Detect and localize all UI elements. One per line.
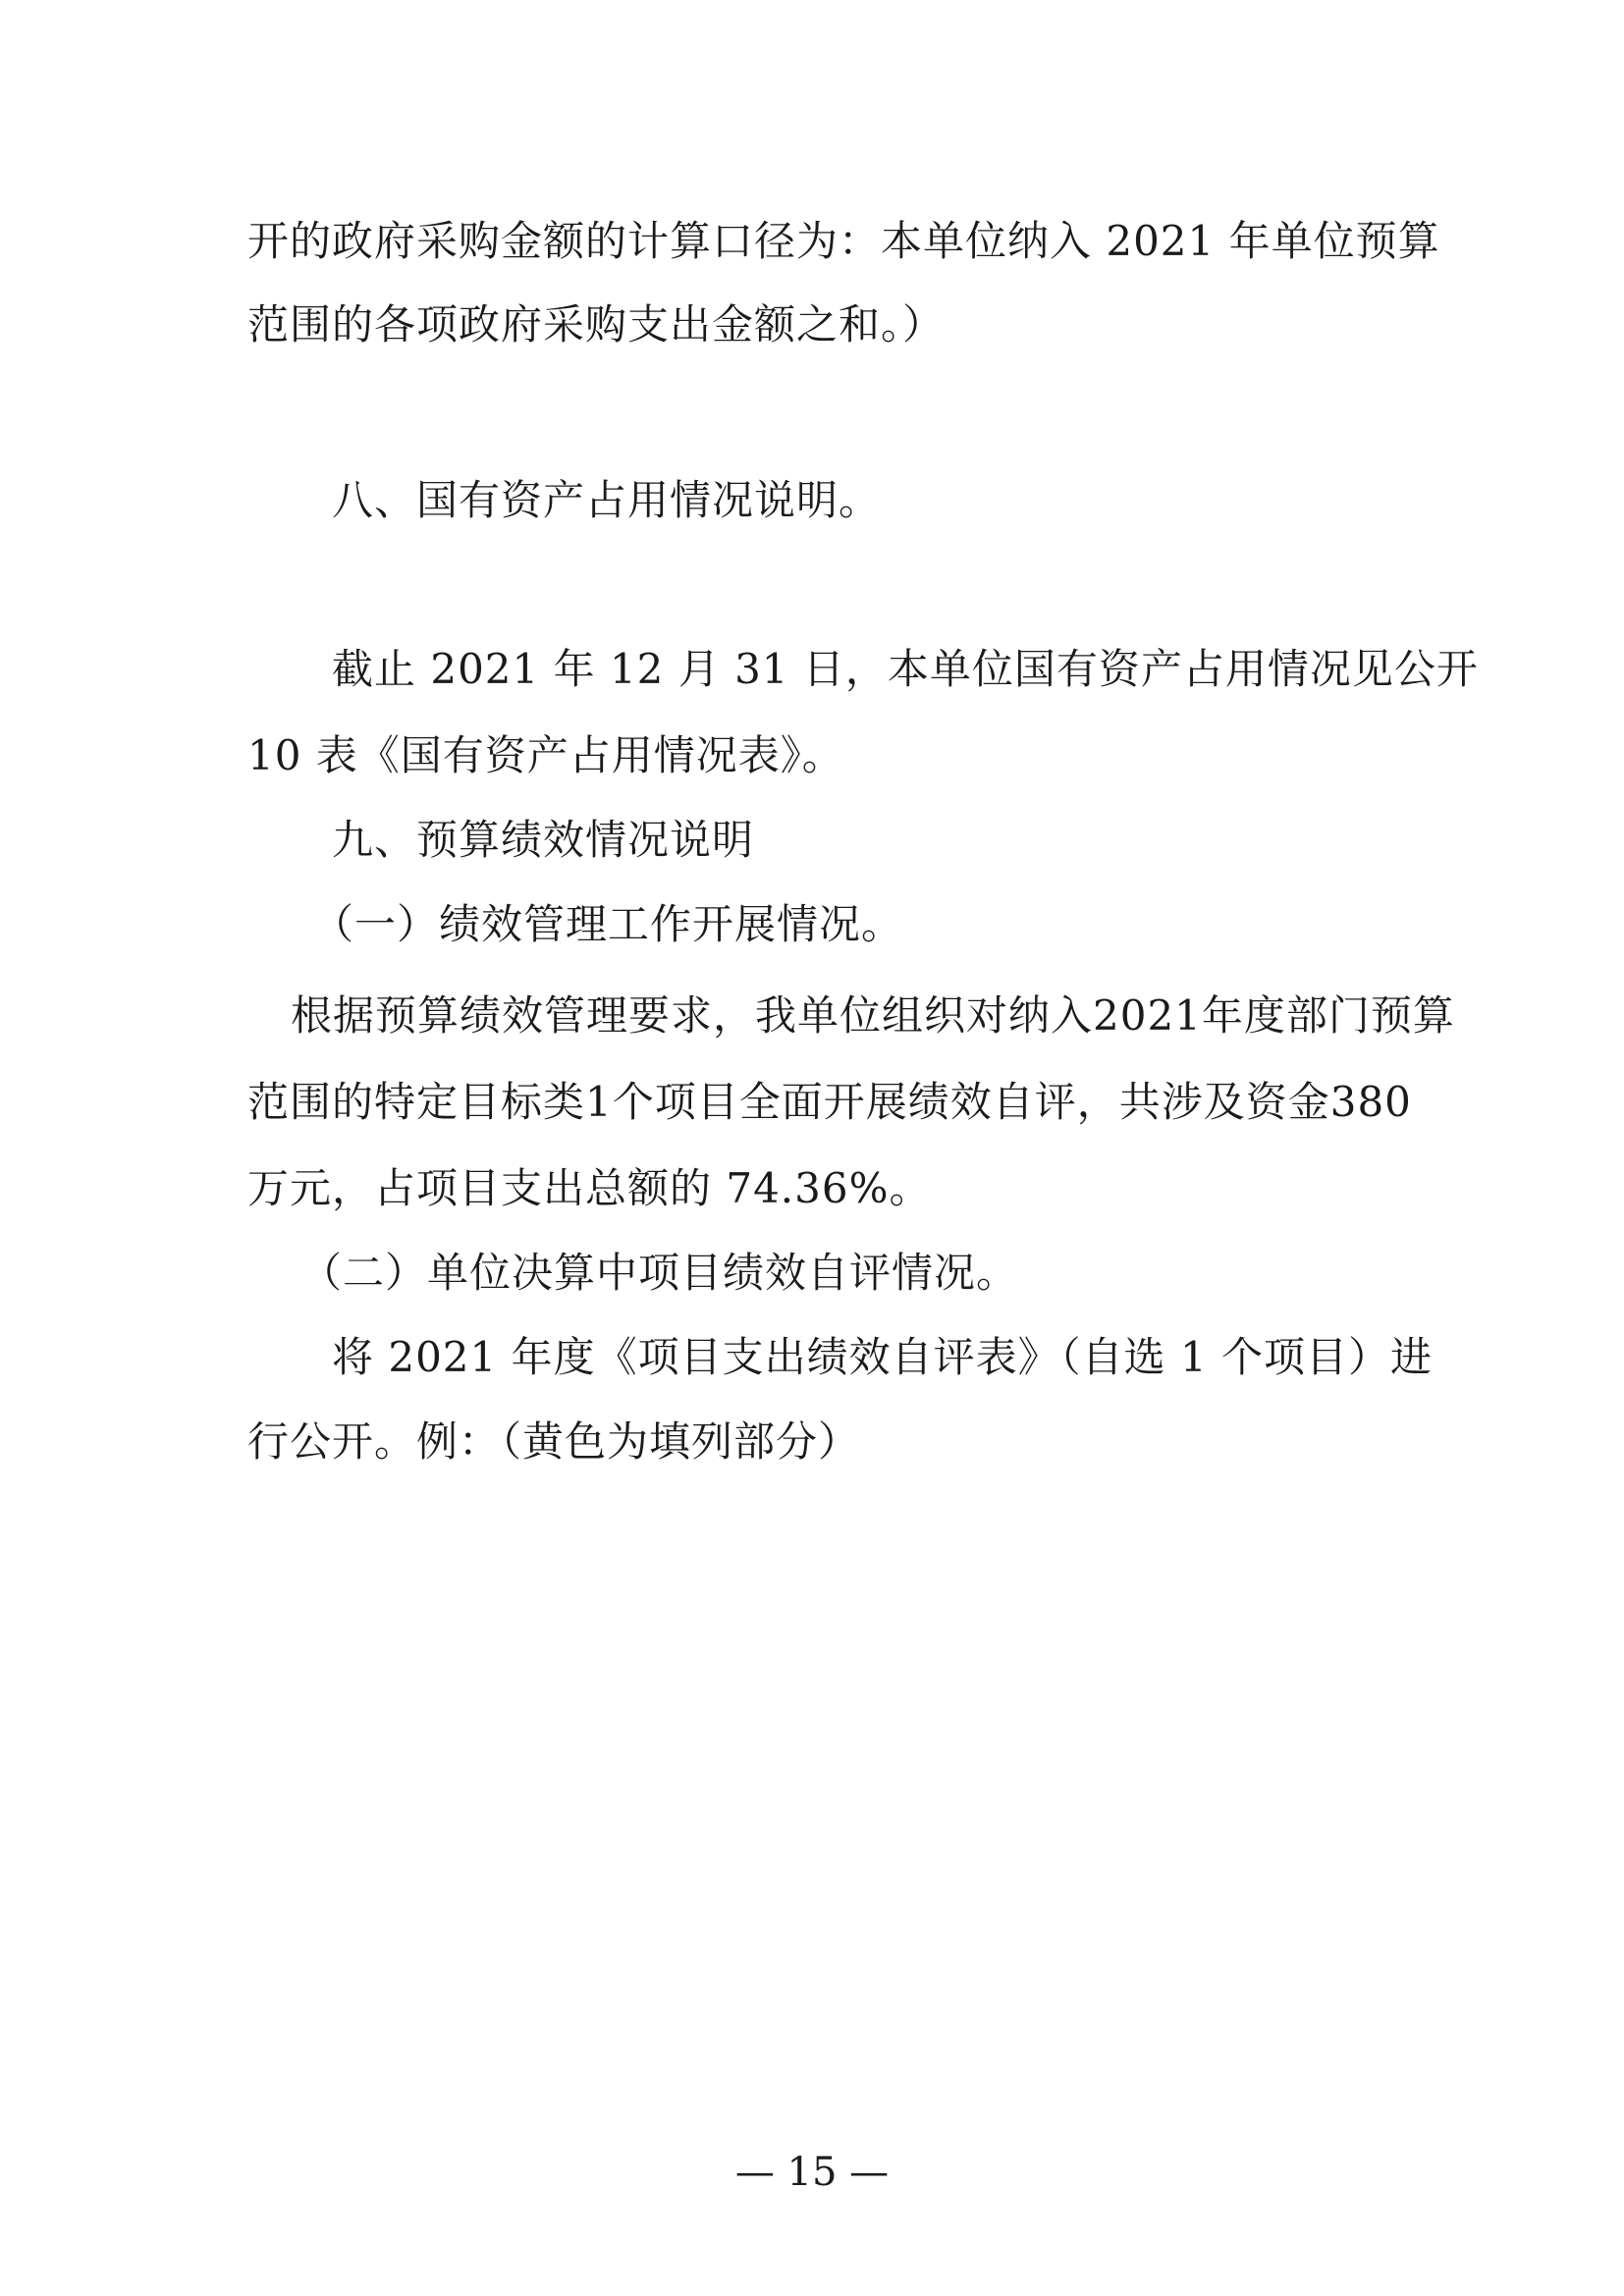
page-number: — 15 — (734, 2150, 890, 2195)
section-heading-8: 八、国有资产占用情况说明。 (332, 476, 882, 524)
paragraph-line-4: 10 表《国有资产占用情况表》。 (247, 731, 844, 779)
subsection-heading-1: （一）绩效管理工作开展情况。 (312, 900, 904, 948)
section-heading-9: 九、预算绩效情况说明 (332, 816, 755, 864)
paragraph-line-5: 根据预算绩效管理要求，我单位组织对纳入2021年度部门预算 (291, 991, 1455, 1040)
paragraph-line-7: 万元，占项目支出总额的 74.36%。 (247, 1164, 932, 1212)
subsection-heading-2: （二）单位决算中项目绩效自评情况。 (300, 1249, 1019, 1297)
paragraph-line-3: 截止 2021 年 12 月 31 日，本单位国有资产占用情况见公开 (332, 645, 1479, 693)
paragraph-line-8: 将 2021 年度《项目支出绩效自评表》（自选 1 个项目）进 (332, 1333, 1434, 1381)
paragraph-line-1: 开的政府采购金额的计算口径为：本单位纳入 2021 年单位预算 (247, 217, 1440, 265)
paragraph-line-9: 行公开。例：（黄色为填列部分） (247, 1417, 861, 1466)
paragraph-line-2: 范围的各项政府采购支出金额之和。） (247, 300, 946, 348)
paragraph-line-6: 范围的特定目标类1个项目全面开展绩效自评，共涉及资金380 (247, 1078, 1412, 1126)
